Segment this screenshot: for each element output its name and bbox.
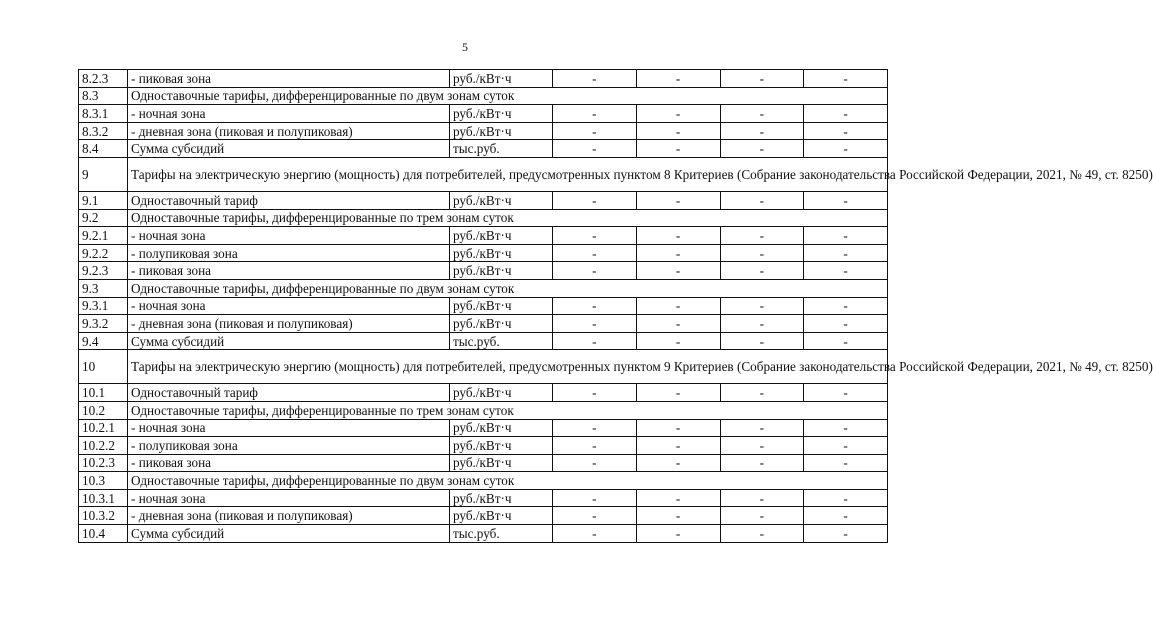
row-value: - — [553, 507, 637, 525]
row-value: - — [636, 70, 720, 88]
row-value: - — [553, 489, 637, 507]
row-value: - — [636, 244, 720, 262]
table-row — [79, 191, 888, 209]
row-code: 10.2 — [79, 401, 128, 419]
row-code: 9.3.1 — [79, 297, 128, 315]
row-value: - — [553, 454, 637, 472]
section-heading — [128, 401, 888, 419]
table-row — [79, 140, 888, 158]
row-name: - ночная зона — [128, 105, 450, 123]
row-value: - — [720, 454, 804, 472]
row-value: - — [720, 140, 804, 158]
tariff-table-body — [79, 70, 1153, 543]
row-value: - — [804, 262, 888, 280]
row-value: - — [720, 315, 804, 333]
row-value: - — [553, 105, 637, 123]
row-unit: руб./кВт·ч — [450, 105, 553, 123]
row-value: - — [553, 244, 637, 262]
row-unit: руб./кВт·ч — [450, 297, 553, 315]
row-value: - — [804, 525, 888, 543]
row-code: 9.2.3 — [79, 262, 128, 280]
row-code: 10 — [79, 350, 128, 384]
row-value: - — [636, 227, 720, 245]
row-name: - полупиковая зона — [128, 244, 450, 262]
row-value: - — [804, 140, 888, 158]
row-value: - — [636, 191, 720, 209]
row-value: - — [804, 244, 888, 262]
row-value: - — [720, 191, 804, 209]
row-value: - — [636, 489, 720, 507]
row-code: 10.3 — [79, 472, 128, 490]
row-name: - пиковая зона — [128, 70, 450, 88]
row-name: - полупиковая зона — [128, 437, 450, 455]
row-code: 8.2.3 — [79, 70, 128, 88]
section-heading — [128, 209, 888, 227]
row-value: - — [636, 525, 720, 543]
row-value: - — [553, 384, 637, 402]
row-code: 9.3 — [79, 279, 128, 297]
row-code: 10.4 — [79, 525, 128, 543]
row-name: - дневная зона (пиковая и полупиковая) — [128, 507, 450, 525]
row-value: - — [553, 437, 637, 455]
row-value: - — [804, 507, 888, 525]
row-name: - ночная зона — [128, 419, 450, 437]
row-value: - — [720, 297, 804, 315]
row-name: - ночная зона — [128, 227, 450, 245]
row-value: - — [804, 437, 888, 455]
row-value: - — [636, 315, 720, 333]
row-value: - — [636, 419, 720, 437]
row-unit: тыс.руб. — [450, 525, 553, 543]
row-value: - — [804, 315, 888, 333]
section-heading — [128, 350, 1153, 384]
row-value: - — [553, 332, 637, 350]
table-row — [79, 525, 888, 543]
section-heading-text: Тарифы на электрическую энергию (мощность) для потребителей, предусмотренных пунктом 8 Критериев (Собрание законодательства Российской Федерации, 2021, № 49, ст. 8250) — [131, 166, 1153, 182]
row-name: - дневная зона (пиковая и полупиковая) — [128, 315, 450, 333]
row-value: - — [720, 262, 804, 280]
section-heading-text: Одноставочные тарифы, дифференцированные по трем зонам суток — [131, 402, 514, 418]
section-heading-text: Одноставочные тарифы, дифференцированные по трем зонам суток — [131, 210, 514, 226]
row-code: 8.3.2 — [79, 122, 128, 140]
row-value: - — [636, 262, 720, 280]
row-name: Сумма субсидий — [128, 140, 450, 158]
row-code: 10.2.3 — [79, 454, 128, 472]
row-value: - — [636, 507, 720, 525]
row-code: 9.4 — [79, 332, 128, 350]
section-heading — [128, 157, 1153, 191]
table-row — [79, 87, 888, 105]
row-value: - — [720, 507, 804, 525]
row-unit: тыс.руб. — [450, 332, 553, 350]
row-value: - — [720, 122, 804, 140]
row-value: - — [636, 437, 720, 455]
table-row — [79, 507, 888, 525]
row-name: Одноставочный тариф — [128, 384, 450, 402]
table-row — [79, 279, 888, 297]
row-code: 10.2.2 — [79, 437, 128, 455]
row-value: - — [636, 140, 720, 158]
row-unit: руб./кВт·ч — [450, 262, 553, 280]
row-name: - дневная зона (пиковая и полупиковая) — [128, 122, 450, 140]
table-row — [79, 244, 888, 262]
row-value: - — [720, 70, 804, 88]
table-row — [79, 350, 888, 384]
row-name: - ночная зона — [128, 489, 450, 507]
row-code: 9 — [79, 157, 128, 191]
row-value: - — [553, 122, 637, 140]
row-code: 8.4 — [79, 140, 128, 158]
table-row — [79, 262, 888, 280]
row-value: - — [720, 105, 804, 123]
row-code: 9.3.2 — [79, 315, 128, 333]
row-code: 8.3 — [79, 87, 128, 105]
row-value: - — [720, 384, 804, 402]
table-row — [79, 472, 888, 490]
section-heading-text: Одноставочные тарифы, дифференцированные по двум зонам суток — [131, 88, 515, 104]
row-value: - — [553, 262, 637, 280]
row-unit: руб./кВт·ч — [450, 227, 553, 245]
row-code: 10.3.1 — [79, 489, 128, 507]
row-unit: руб./кВт·ч — [450, 507, 553, 525]
row-code: 9.2 — [79, 209, 128, 227]
row-value: - — [804, 227, 888, 245]
row-unit: руб./кВт·ч — [450, 191, 553, 209]
table-row — [79, 401, 888, 419]
section-heading-text: Одноставочные тарифы, дифференцированные по двум зонам суток — [131, 473, 515, 489]
table-row — [79, 454, 888, 472]
row-value: - — [553, 140, 637, 158]
table-row — [79, 384, 888, 402]
row-unit: руб./кВт·ч — [450, 384, 553, 402]
row-code: 10.2.1 — [79, 419, 128, 437]
row-name: - пиковая зона — [128, 262, 450, 280]
section-heading-text: Одноставочные тарифы, дифференцированные по двум зонам суток — [131, 280, 515, 296]
row-name: Сумма субсидий — [128, 332, 450, 350]
row-value: - — [804, 419, 888, 437]
table-row — [79, 157, 888, 191]
row-value: - — [553, 191, 637, 209]
table-row — [79, 227, 888, 245]
row-code: 9.2.1 — [79, 227, 128, 245]
row-name: - ночная зона — [128, 297, 450, 315]
row-value: - — [804, 105, 888, 123]
table-row — [79, 437, 888, 455]
row-value: - — [804, 489, 888, 507]
row-value: - — [720, 489, 804, 507]
section-heading-text: Тарифы на электрическую энергию (мощность) для потребителей, предусмотренных пунктом 9 Критериев (Собрание законодательства Российской Федерации, 2021, № 49, ст. 8250) — [131, 359, 1153, 375]
row-value: - — [553, 315, 637, 333]
row-value: - — [804, 70, 888, 88]
row-code: 10.3.2 — [79, 507, 128, 525]
row-value: - — [720, 332, 804, 350]
row-name: - пиковая зона — [128, 454, 450, 472]
row-code: 10.1 — [79, 384, 128, 402]
row-unit: руб./кВт·ч — [450, 315, 553, 333]
tariff-table — [78, 69, 1153, 543]
row-value: - — [636, 384, 720, 402]
row-value: - — [636, 297, 720, 315]
row-unit: руб./кВт·ч — [450, 489, 553, 507]
section-heading — [128, 87, 888, 105]
page-number: 5 — [462, 40, 468, 54]
row-value: - — [804, 122, 888, 140]
row-unit: руб./кВт·ч — [450, 244, 553, 262]
row-unit: тыс.руб. — [450, 140, 553, 158]
section-heading — [128, 279, 888, 297]
row-value: - — [720, 525, 804, 543]
row-value: - — [720, 419, 804, 437]
table-row — [79, 315, 888, 333]
table-row — [79, 489, 888, 507]
row-value: - — [553, 419, 637, 437]
row-value: - — [720, 227, 804, 245]
row-code: 8.3.1 — [79, 105, 128, 123]
row-value: - — [720, 437, 804, 455]
row-unit: руб./кВт·ч — [450, 122, 553, 140]
row-value: - — [804, 384, 888, 402]
row-value: - — [804, 297, 888, 315]
row-value: - — [553, 297, 637, 315]
row-value: - — [804, 332, 888, 350]
row-unit: руб./кВт·ч — [450, 70, 553, 88]
row-unit: руб./кВт·ч — [450, 437, 553, 455]
row-value: - — [804, 191, 888, 209]
row-code: 9.2.2 — [79, 244, 128, 262]
table-row — [79, 209, 888, 227]
table-row — [79, 297, 888, 315]
row-value: - — [804, 454, 888, 472]
table-row — [79, 122, 888, 140]
section-heading — [128, 472, 888, 490]
table-row — [79, 105, 888, 123]
row-value: - — [553, 227, 637, 245]
row-value: - — [636, 105, 720, 123]
row-unit: руб./кВт·ч — [450, 419, 553, 437]
row-value: - — [636, 454, 720, 472]
row-name: Сумма субсидий — [128, 525, 450, 543]
row-value: - — [553, 525, 637, 543]
table-row — [79, 332, 888, 350]
row-value: - — [553, 70, 637, 88]
row-value: - — [636, 332, 720, 350]
row-unit: руб./кВт·ч — [450, 454, 553, 472]
table-row — [79, 419, 888, 437]
row-name: Одноставочный тариф — [128, 191, 450, 209]
table-row — [79, 70, 888, 88]
row-value: - — [636, 122, 720, 140]
row-code: 9.1 — [79, 191, 128, 209]
row-value: - — [720, 244, 804, 262]
